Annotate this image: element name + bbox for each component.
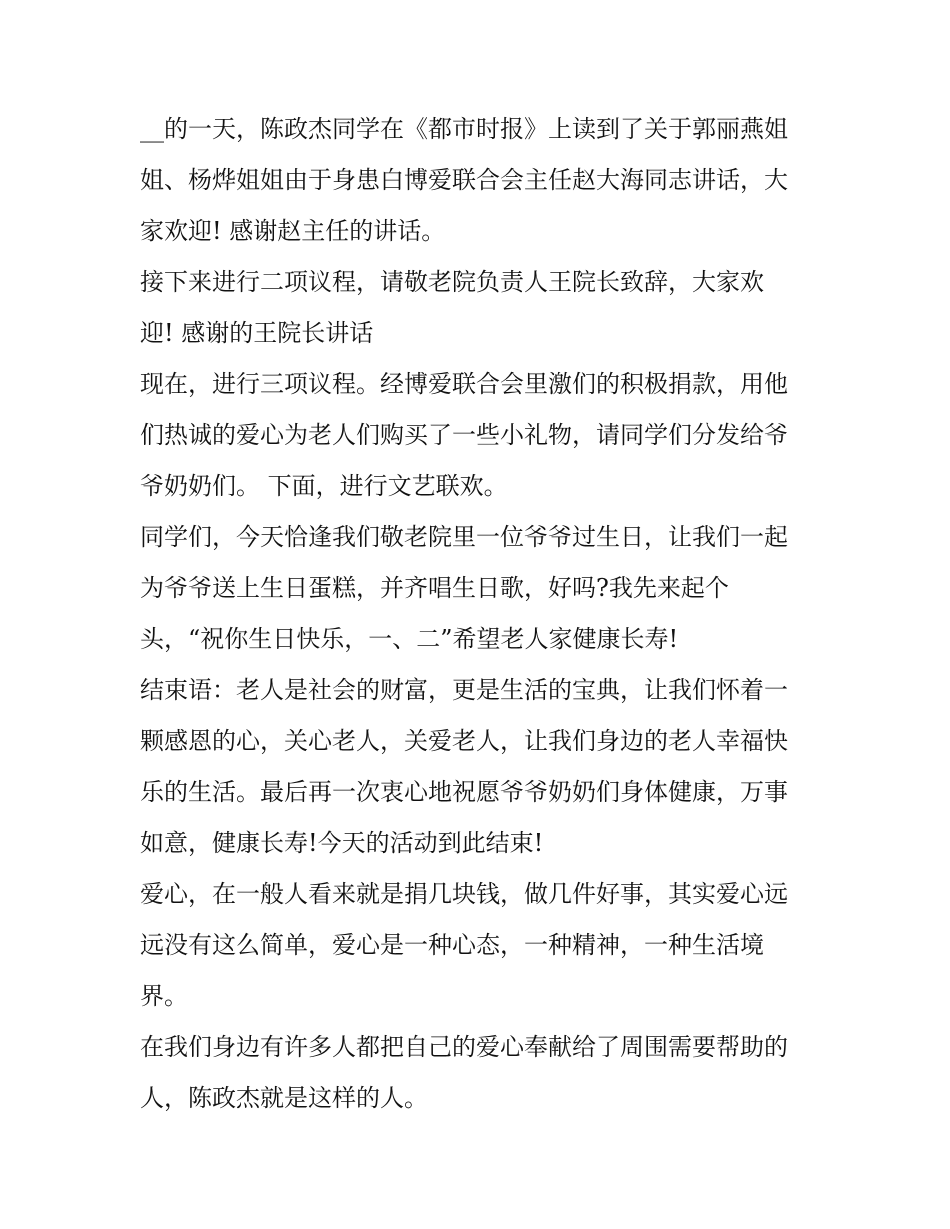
text-line: 迎! 感谢的王院长讲话 — [140, 319, 374, 347]
paragraph-2 — [140, 257, 812, 359]
text-line: 同学们，今天恰逢我们敬老院里一位爷爷过生日，让我们一起 — [140, 523, 788, 551]
text-line: 们热诚的爱心为老人们购买了一些小礼物，请同学们分发给爷 — [140, 421, 788, 449]
text-line: 接下来进行二项议程，请敬老院负责人王院长致辞，大家欢 — [140, 268, 764, 296]
paragraph-3 — [140, 359, 812, 512]
text-line: 人，陈政杰就是这样的人。 — [140, 1084, 428, 1112]
text-line: 头，“祝你生日快乐，一、二”希望老人家健康长寿! — [140, 625, 679, 653]
paragraph-5 — [140, 665, 812, 869]
text-line: 为爷爷送上生日蛋糕，并齐唱生日歌，好吗?我先来起个 — [140, 574, 729, 602]
text-line: 家欢迎! 感谢赵主任的讲话。 — [140, 217, 446, 245]
paragraph-7 — [140, 1022, 812, 1124]
paragraph-6 — [140, 869, 812, 1022]
text-line: 爷奶奶们。 下面，进行文艺联欢。 — [140, 472, 508, 500]
text-line: 远没有这么简单，爱心是一种心态，一种精神，一种生活境 — [140, 931, 764, 959]
text-line: 在我们身边有许多人都把自己的爱心奉献给了周围需要帮助的 — [140, 1033, 788, 1061]
paragraph-1 — [140, 104, 812, 257]
text-line: 界。 — [140, 982, 188, 1010]
document-body — [140, 104, 812, 1124]
text-line: 现在，进行三项议程。经博爱联合会里激们的积极捐款，用他 — [140, 370, 788, 398]
text-line: 结束语：老人是社会的财富，更是生活的宝典，让我们怀着一 — [140, 676, 788, 704]
text-line: 姐、杨烨姐姐由于身患白博爱联合会主任赵大海同志讲话，大 — [140, 166, 788, 194]
text-line: 如意，健康长寿!今天的活动到此结束! — [140, 829, 544, 857]
text-line: 颗感恩的心，关心老人，关爱老人，让我们身边的老人幸福快 — [140, 727, 788, 755]
text-line: 乐的生活。最后再一次衷心地祝愿爷爷奶奶们身体健康，万事 — [140, 778, 788, 806]
text-line: 爱心，在一般人看来就是捐几块钱，做几件好事，其实爱心远 — [140, 880, 788, 908]
paragraph-4 — [140, 512, 812, 665]
text-line: __的一天，陈政杰同学在《都市时报》上读到了关于郭丽燕姐 — [140, 115, 788, 143]
